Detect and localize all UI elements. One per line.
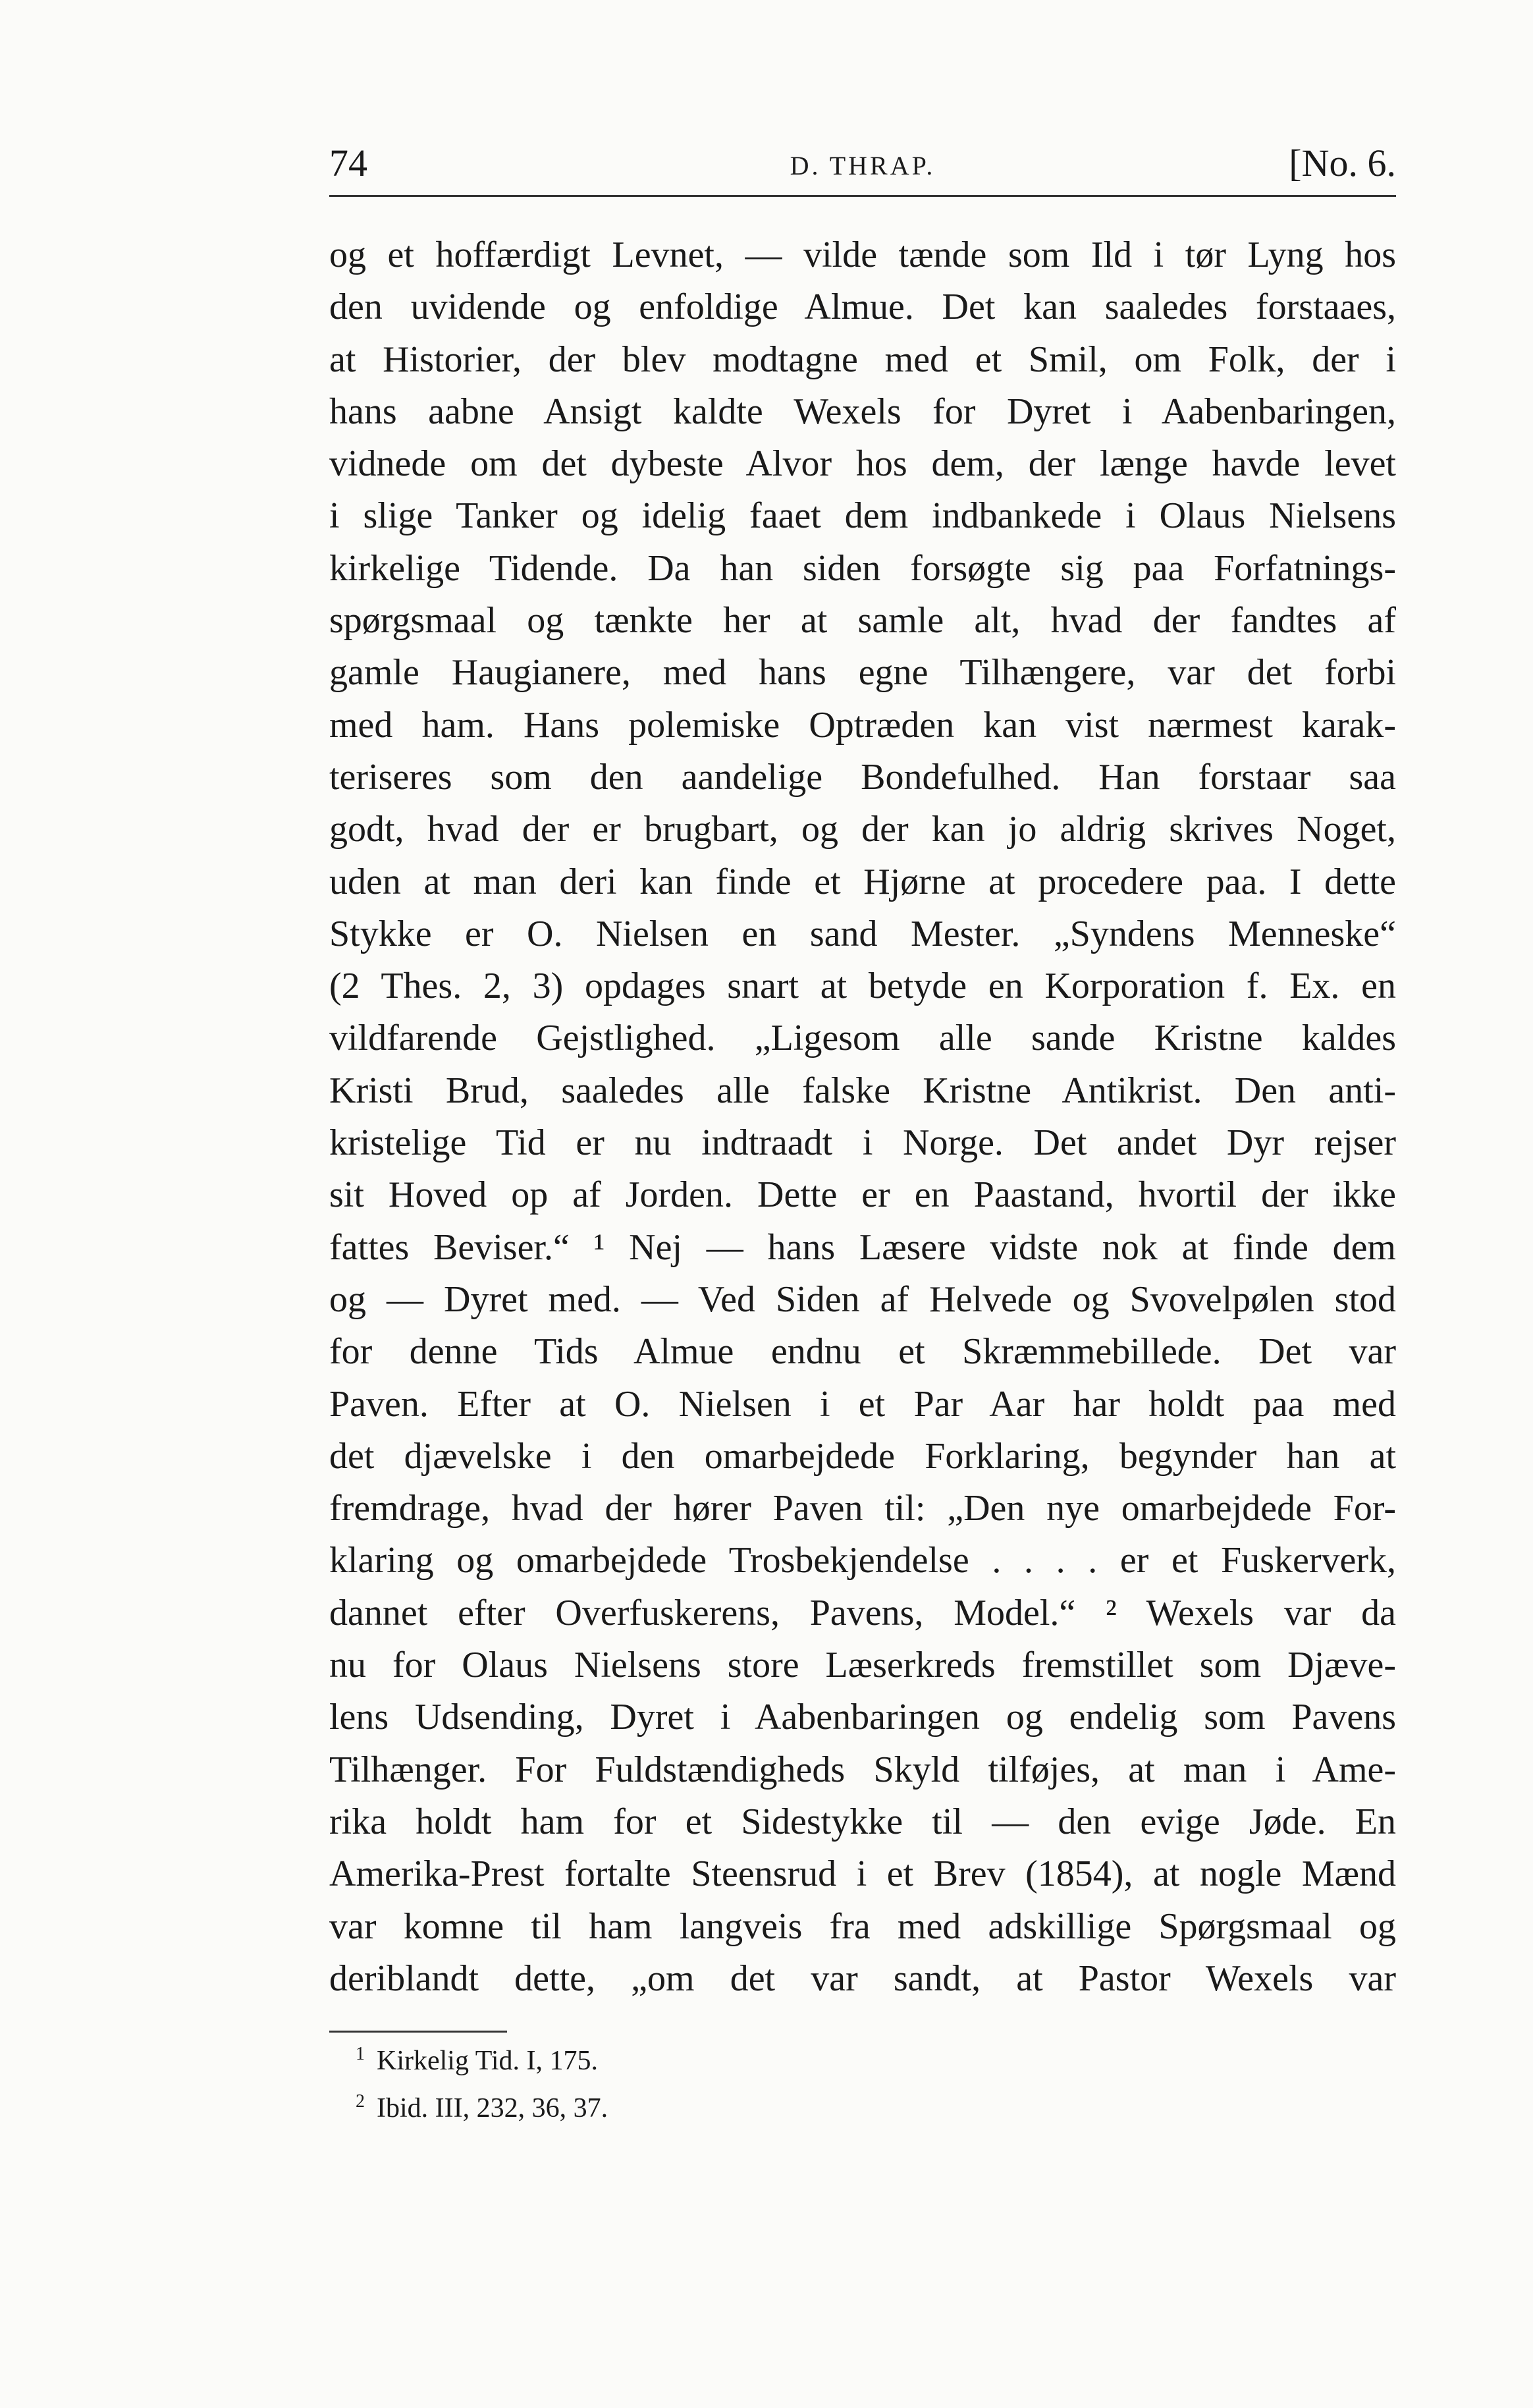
text-line: Amerika-Prest fortalte Steensrud i et Brev (1854), at nogle Mænd	[329, 1853, 1396, 1895]
text-line: Kristi Brud, saaledes alle falske Kristne Antikrist. Den anti-	[329, 1070, 1396, 1111]
text-line: spørgsmaal og tænkte her at samle alt, hvad der fandtes af	[329, 600, 1396, 642]
header-issue-number: [No. 6.	[1289, 142, 1396, 184]
text-line: at Historier, der blev modtagne med et Smil, om Folk, der i	[329, 339, 1396, 380]
text-line: for denne Tids Almue endnu et Skræmmebillede. Det var	[329, 1331, 1396, 1373]
body-text	[329, 229, 1396, 2005]
text-line: dannet efter Overfuskerens, Pavens, Model.“ ² Wexels var da	[329, 1592, 1396, 1633]
footnote-text: Ibid. III, 232, 36, 37.	[377, 2093, 608, 2123]
header-author: D. THRAP.	[790, 151, 936, 180]
text-line: teriseres som den aandelige Bondefulhed. Han forstaar saa	[329, 756, 1396, 798]
footnote-text: Kirkelig Tid. I, 175.	[377, 2046, 599, 2076]
footnote-rule	[329, 2031, 507, 2033]
text-line: klaring og omarbejdede Trosbekjendelse . . . . er et Fuskerverk,	[329, 1540, 1396, 1581]
text-line: og et hoffærdigt Levnet, — vilde tænde som Ild i tør Lyng hos	[329, 234, 1396, 275]
footnote	[356, 2034, 1343, 2081]
text-line: nu for Olaus Nielsens store Læserkreds fremstillet som Djæve-	[329, 1645, 1396, 1686]
page-number: 74	[329, 142, 367, 184]
text-line: vildfarende Gejstlighed. „Ligesom alle sande Kristne kaldes	[329, 1018, 1396, 1059]
text-line: kristelige Tid er nu indtraadt i Norge. Det andet Dyr rejser	[329, 1122, 1396, 1164]
text-line: gamle Haugianere, med hans egne Tilhængere, var det forbi	[329, 652, 1396, 694]
running-head	[329, 141, 1396, 194]
text-line: fattes Beviser.“ ¹ Nej — hans Læsere vidste nok at finde dem	[329, 1226, 1396, 1268]
text-line: hans aabne Ansigt kaldte Wexels for Dyret i Aabenbaringen,	[329, 391, 1396, 432]
text-line: deriblandt dette, „om det var sandt, at Pastor Wexels var	[329, 1957, 1396, 1999]
text-line: uden at man deri kan finde et Hjørne at procedere paa. I dette	[329, 861, 1396, 902]
text-line: med ham. Hans polemiske Optræden kan vist nærmest karak-	[329, 704, 1396, 746]
header-rule	[329, 195, 1396, 197]
text-line: og — Dyret med. — Ved Siden af Helvede og Svovelpølen stod	[329, 1278, 1396, 1320]
text-line: Paven. Efter at O. Nielsen i et Par Aar har holdt paa med	[329, 1383, 1396, 1425]
text-line: Tilhænger. For Fuldstændigheds Skyld tilføjes, at man i Ame-	[329, 1749, 1396, 1790]
text-line: kirkelige Tidende. Da han siden forsøgte sig paa Forfatnings-	[329, 547, 1396, 589]
text-line: den uvidende og enfoldige Almue. Det kan saaledes forstaaes,	[329, 287, 1396, 328]
text-line: det djævelske i den omarbejdede Forklaring, begynder han at	[329, 1435, 1396, 1477]
text-line: godt, hvad der er brugbart, og der kan jo aldrig skrives Noget,	[329, 809, 1396, 850]
text-line: lens Udsending, Dyret i Aabenbaringen og endelig som Pavens	[329, 1697, 1396, 1738]
footnote	[356, 2081, 1343, 2129]
text-line: vidnede om det dybeste Alvor hos dem, der længe havde levet	[329, 443, 1396, 485]
text-line: (2 Thes. 2, 3) opdages snart at betyde en Korporation f. Ex. en	[329, 966, 1396, 1007]
footnote-marker: 1	[356, 2044, 365, 2064]
text-line: Stykke er O. Nielsen en sand Mester. „Syndens Menneske“	[329, 913, 1396, 954]
footnote-marker: 2	[356, 2091, 365, 2112]
text-line: fremdrage, hvad der hører Paven til: „Den nye omarbejdede For-	[329, 1488, 1396, 1529]
text-line: sit Hoved op af Jorden. Dette er en Paastand, hvortil der ikke	[329, 1174, 1396, 1216]
text-line: var komne til ham langveis fra med adskillige Spørgsmaal og	[329, 1905, 1396, 1947]
footnotes	[356, 2034, 1343, 2129]
text-line: rika holdt ham for et Sidestykke til — den evige Jøde. En	[329, 1801, 1396, 1842]
text-line: i slige Tanker og idelig faaet dem indbankede i Olaus Nielsens	[329, 495, 1396, 537]
